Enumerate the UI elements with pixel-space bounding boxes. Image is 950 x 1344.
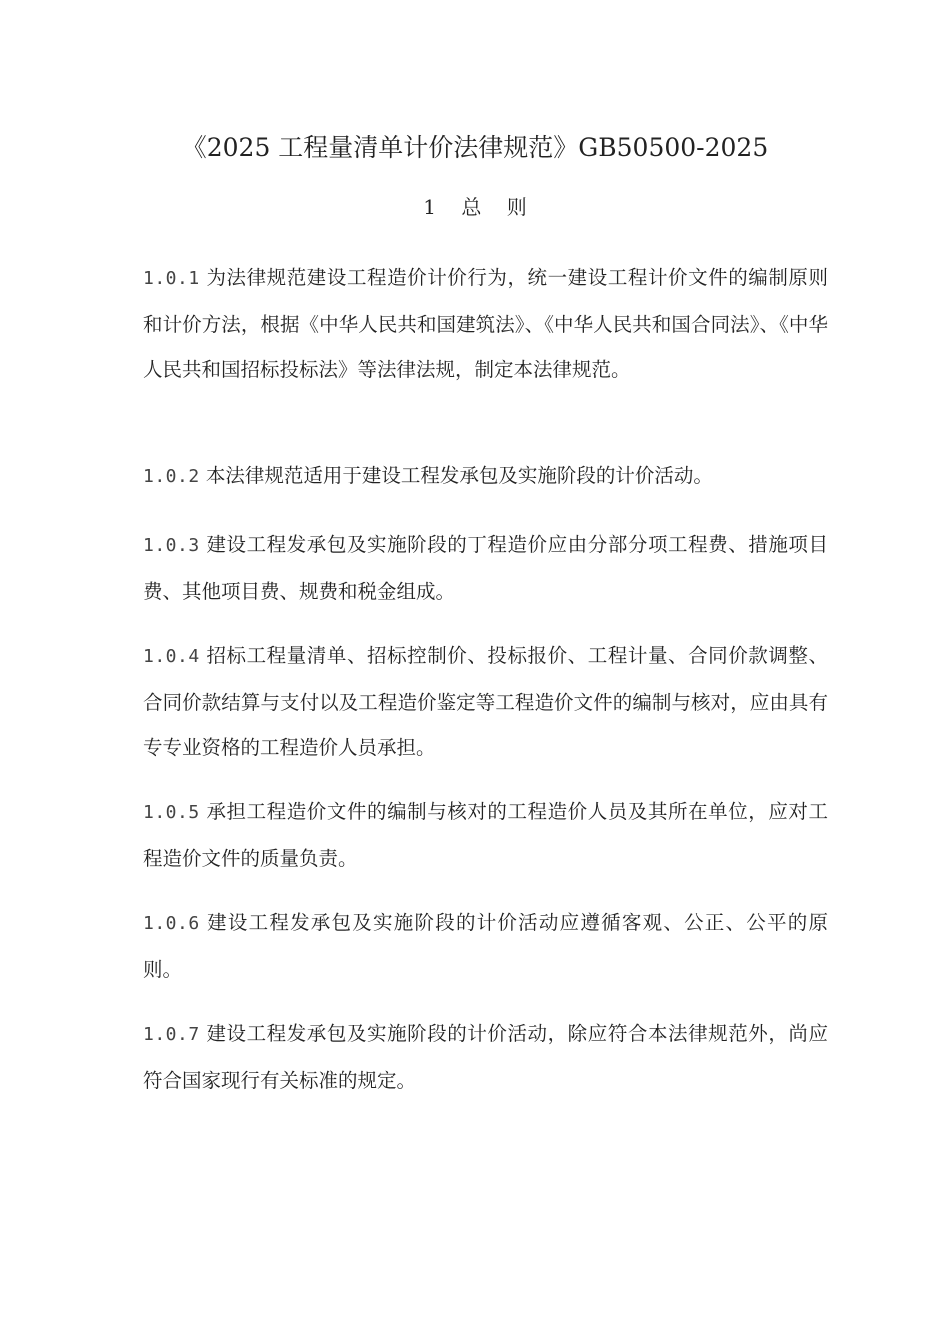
clause-text: 建设工程发承包及实施阶段的丁程造价应由分部分项工程费、措施项目费、其他项目费、规费和税金组成。 xyxy=(143,533,828,603)
clause-number: 1.0.3 xyxy=(143,535,200,556)
clause-number: 1.0.1 xyxy=(143,268,200,289)
document-title: 《2025 工程量清单计价法律规范》GB50500-2025 xyxy=(181,133,769,162)
clause-number: 1.0.5 xyxy=(143,802,200,823)
clause-1-0-7 xyxy=(143,1011,828,1103)
clause-number: 1.0.7 xyxy=(143,1024,200,1045)
clause-number: 1.0.4 xyxy=(143,646,200,667)
clause-1-0-5 xyxy=(143,789,828,881)
clause-1-0-3 xyxy=(143,522,828,614)
clause-text: 本法律规范适用于建设工程发承包及实施阶段的计价活动。 xyxy=(205,464,713,487)
clause-text: 为法律规范建设工程造价计价行为，统一建设工程计价文件的编制原则和计价方法，根据《中华人民共和国建筑法》、《中华人民共和国合同法》、《中华人民共和国招标投标法》等法律法规，制定本法律规范。 xyxy=(143,266,828,381)
clause-1-0-1 xyxy=(143,255,828,393)
clause-text: 承担工程造价文件的编制与核对的工程造价人员及其所在单位，应对工程造价文件的质量负责。 xyxy=(143,800,828,870)
clause-number: 1.0.6 xyxy=(143,913,200,934)
clause-1-0-4 xyxy=(143,633,828,771)
clause-1-0-2 xyxy=(143,453,828,500)
clause-1-0-6 xyxy=(143,900,828,992)
clause-text: 招标工程量清单、招标控制价、投标报价、工程计量、合同价款调整、合同价款结算与支付以及工程造价鉴定等工程造价文件的编制与核对，应由具有专专业资格的工程造价人员承担。 xyxy=(143,644,828,759)
clause-text: 建设工程发承包及实施阶段的计价活动，除应符合本法律规范外，尚应符合国家现行有关标准的规定。 xyxy=(143,1022,828,1092)
clause-text: 建设工程发承包及实施阶段的计价活动应遵循客观、公正、公平的原则。 xyxy=(143,911,828,981)
clause-number: 1.0.2 xyxy=(143,466,200,487)
chapter-heading: 1 总 则 xyxy=(423,195,527,219)
